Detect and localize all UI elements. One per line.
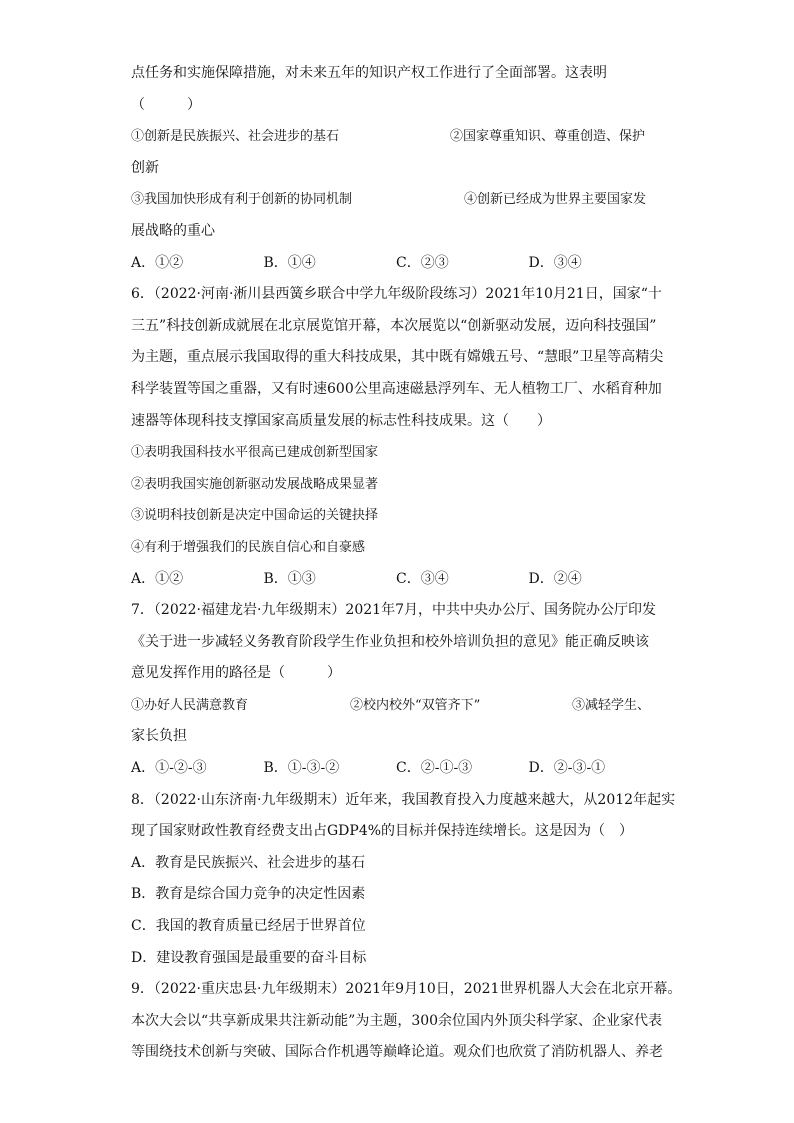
exam-page xyxy=(131,58,682,1069)
statement-2: ②表明我国实施创新驱动发展战略成果显著 xyxy=(131,476,379,492)
option-c: C．我国的教育质量已经居于世界首位 xyxy=(131,918,366,935)
question-text: 本次大会以“共享新成果共注新动能”为主题，300余位国内外顶尖科学家、企业家代表 xyxy=(131,1012,663,1029)
option-b: B．①-③-② xyxy=(263,760,340,777)
question-text: 速器等体现科技支撑国家高质量发展的标志性科技成果。这（ ） xyxy=(131,412,551,429)
statement-4: ④创新已经成为世界主要国家发 xyxy=(464,192,647,208)
question-text: 意见发挥作用的路径是（ ） xyxy=(131,665,341,682)
answer-bracket: （ ） xyxy=(131,96,201,113)
statement-3: ③我国加快形成有利于创新的协同机制 xyxy=(131,192,353,208)
question-text: 为主题，重点展示我国取得的重大科技成果，其中既有嫦娥五号、“慧眼”卫星等高精尖 xyxy=(131,349,664,366)
question-text: 9．（2022·重庆忠县·九年级期末）2021年9月10日，2021世界机器人大会在北京开幕。 xyxy=(131,981,682,998)
question-7 xyxy=(131,595,661,785)
options-row xyxy=(131,564,661,596)
question-text: 三五”科技创新成就展在北京展览馆开幕，本次展览以“创新驱动发展，迈向科技强国” xyxy=(131,317,657,334)
question-text: 8．（2022·山东济南·九年级期末）近年来，我国教育投入力度越来越大，从2012年起实 xyxy=(131,791,676,808)
question-text: 7．（2022·福建龙岩·九年级期末）2021年7月，中共中央办公厅、国务院办公厅印发 xyxy=(131,602,656,619)
statement-3: ③说明科技创新是决定中国命运的关键抉择 xyxy=(131,508,379,524)
option-b: B．教育是综合国力竞争的决定性因素 xyxy=(131,886,366,903)
option-d: D．③④ xyxy=(528,254,582,271)
question-5 xyxy=(131,58,661,279)
statement-3-cont: 家长负担 xyxy=(131,728,187,745)
statement-row xyxy=(131,121,661,153)
option-c: C．③④ xyxy=(396,570,449,587)
statement-row xyxy=(131,690,661,722)
statement-4: ④有利于增强我们的民族自信心和自豪感 xyxy=(131,539,366,555)
option-d: D．②-③-① xyxy=(528,760,606,777)
statement-1: ①办好人民满意教育 xyxy=(131,697,249,713)
statement-2: ②国家尊重知识、尊重创造、保护 xyxy=(450,129,646,145)
option-a: A．①-②-③ xyxy=(131,760,207,777)
question-6 xyxy=(131,279,664,595)
question-text: 科学装置等国之重器，又有时速600公里高速磁悬浮列车、无人植物工厂、水稻育种加 xyxy=(131,380,662,397)
statement-2-cont: 创新 xyxy=(131,159,159,176)
question-text: 《关于进一步减轻义务教育阶段学生作业负担和校外培训负担的意见》能正确反映该 xyxy=(131,633,649,650)
question-text: 等围绕技术创新与突破、国际合作机遇等巅峰论道。观众们也欣赏了消防机器人、养老 xyxy=(131,1044,663,1061)
option-a: A．①② xyxy=(131,570,184,587)
statement-1: ①创新是民族振兴、社会进步的基石 xyxy=(131,129,340,145)
statement-4-cont: 展战略的重心 xyxy=(131,222,215,239)
question-text: 6．（2022·河南·淅川县西簧乡联合中学九年级阶段练习）2021年10月21日，国家“十 xyxy=(131,286,662,303)
option-d: D．②④ xyxy=(528,570,582,587)
option-c: C．②-①-③ xyxy=(396,760,473,777)
option-b: B．①④ xyxy=(263,254,316,271)
option-b: B．①③ xyxy=(263,570,316,587)
option-a: A．①② xyxy=(131,254,184,271)
question-8 xyxy=(131,785,676,975)
options-row xyxy=(131,753,661,785)
statement-2: ②校内校外“双管齐下” xyxy=(350,697,481,713)
statement-3: ③减轻学生、 xyxy=(572,697,651,713)
option-d: D．建设教育强国是最重要的奋斗目标 xyxy=(131,949,367,966)
statement-1: ①表明我国科技水平很高已建成创新型国家 xyxy=(131,445,379,461)
options-row xyxy=(131,248,661,280)
question-text: 现了国家财政性教育经费支出占GDP4%的目标并保持连续增长。这是因为（ ） xyxy=(131,823,634,840)
option-a: A．教育是民族振兴、社会进步的基石 xyxy=(131,854,366,871)
question-9 xyxy=(131,974,682,1069)
statement-row xyxy=(131,184,661,216)
option-c: C．②③ xyxy=(396,254,449,271)
question-text: 点任务和实施保障措施，对未来五年的知识产权工作进行了全面部署。这表明 xyxy=(131,65,607,81)
